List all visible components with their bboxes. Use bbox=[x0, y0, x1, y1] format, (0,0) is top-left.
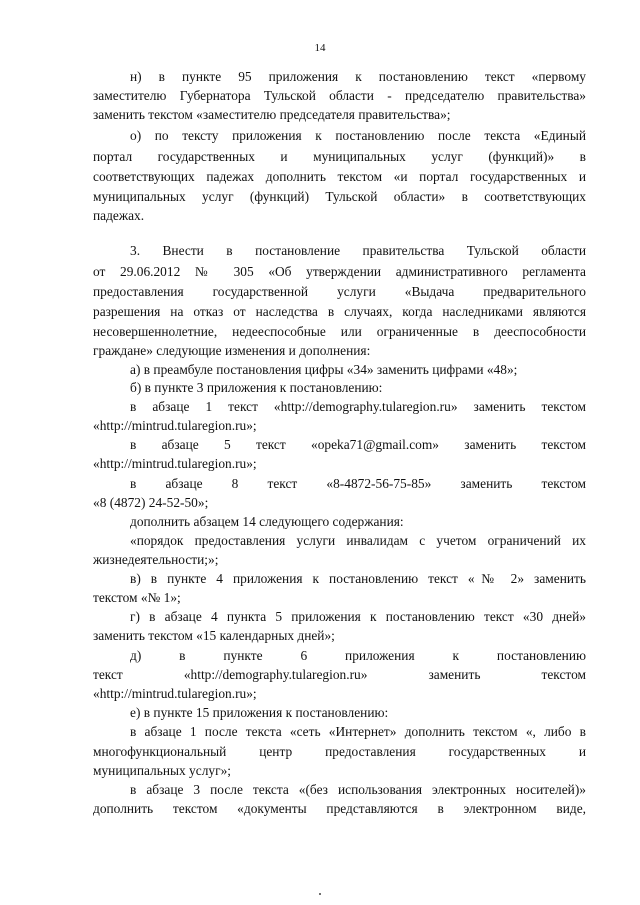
paragraph-line: заменить текстом «заместителю председателя правительства»; bbox=[93, 107, 451, 122]
paragraph-line: 3. Внести в постановление правительства Тульской области bbox=[130, 243, 586, 258]
paragraph-line: несовершеннолетние, недееспособные или ограниченные в дееспособности bbox=[93, 324, 586, 339]
paragraph-line: заместителю Губернатора Тульской области - председателю правительства» bbox=[93, 88, 586, 103]
paragraph-line: дополнить абзацем 14 следующего содержания: bbox=[130, 514, 404, 529]
paragraph-line: заменить текстом «15 календарных дней»; bbox=[93, 628, 335, 643]
paragraph-line: дополнить текстом «документы представляются в электронном виде, bbox=[93, 801, 586, 816]
paragraph-line: «8 (4872) 24-52-50»; bbox=[93, 495, 209, 510]
paragraph-line: в абзаце 1 после текста «сеть «Интернет» дополнить текстом «, либо в bbox=[130, 724, 586, 739]
paragraph-line: н) в пункте 95 приложения к постановлению текст «первому bbox=[130, 69, 586, 84]
paragraph-line: «http://mintrud.tularegion.ru»; bbox=[93, 418, 257, 433]
paragraph-line: «http://mintrud.tularegion.ru»; bbox=[93, 686, 257, 701]
paragraph-line: о) по тексту приложения к постановлению после текста «Единый bbox=[130, 128, 586, 143]
paragraph-line: от 29.06.2012 № 305 «Об утверждении административного регламента bbox=[93, 264, 586, 279]
paragraph-line: в абзаце 1 текст «http://demography.tularegion.ru» заменить текстом bbox=[130, 399, 586, 414]
paragraph-line: текстом «№ 1»; bbox=[93, 590, 181, 605]
paragraph-line: разрешения на отказ от наследства в случаях, когда наследниками являются bbox=[93, 304, 586, 319]
paragraph-line: «порядок предоставления услуги инвалидам с учетом ограничений их bbox=[130, 533, 586, 548]
paragraph-line: жизнедеятельности;»; bbox=[93, 552, 219, 567]
paragraph-line: в абзаце 5 текст «opeka71@gmail.com» заменить текстом bbox=[130, 437, 586, 452]
page-mark bbox=[319, 893, 321, 895]
page-number: 14 bbox=[314, 42, 326, 54]
paragraph-line: «http://mintrud.tularegion.ru»; bbox=[93, 456, 257, 471]
paragraph-line: текст «http://demography.tularegion.ru» заменить текстом bbox=[93, 667, 586, 682]
paragraph-line: муниципальных услуг (функций) Тульской области» в соответствующих bbox=[93, 189, 586, 204]
paragraph-line: граждане» следующие изменения и дополнения: bbox=[93, 343, 371, 358]
paragraph-line: соответствующих падежах дополнить текстом «и портал государственных и bbox=[93, 169, 586, 184]
paragraph-line: многофункциональный центр предоставления государственных и bbox=[93, 744, 586, 759]
paragraph-line: в абзаце 8 текст «8-4872-56-75-85» заменить текстом bbox=[130, 476, 586, 491]
paragraph-line: муниципальных услуг»; bbox=[93, 763, 231, 778]
paragraph-line: д) в пункте 6 приложения к постановлению bbox=[130, 648, 586, 663]
paragraph-line: предоставления государственной услуги «Выдача предварительного bbox=[93, 284, 586, 299]
paragraph-line: падежах. bbox=[93, 208, 145, 223]
paragraph-line: а) в преамбуле постановления цифры «34» заменить цифрами «48»; bbox=[130, 362, 518, 377]
paragraph-line: е) в пункте 15 приложения к постановлению: bbox=[130, 705, 389, 720]
paragraph-line: г) в абзаце 4 пункта 5 приложения к постановлению текст «30 дней» bbox=[130, 609, 586, 624]
paragraph-line: в) в пункте 4 приложения к постановлению текст «№ 2» заменить bbox=[130, 571, 586, 586]
paragraph-line: портал государственных и муниципальных услуг (функций)» в bbox=[93, 149, 586, 164]
paragraph-line: в абзаце 3 после текста «(без использования электронных носителей)» bbox=[130, 782, 586, 797]
paragraph-line: б) в пункте 3 приложения к постановлению: bbox=[130, 380, 383, 395]
